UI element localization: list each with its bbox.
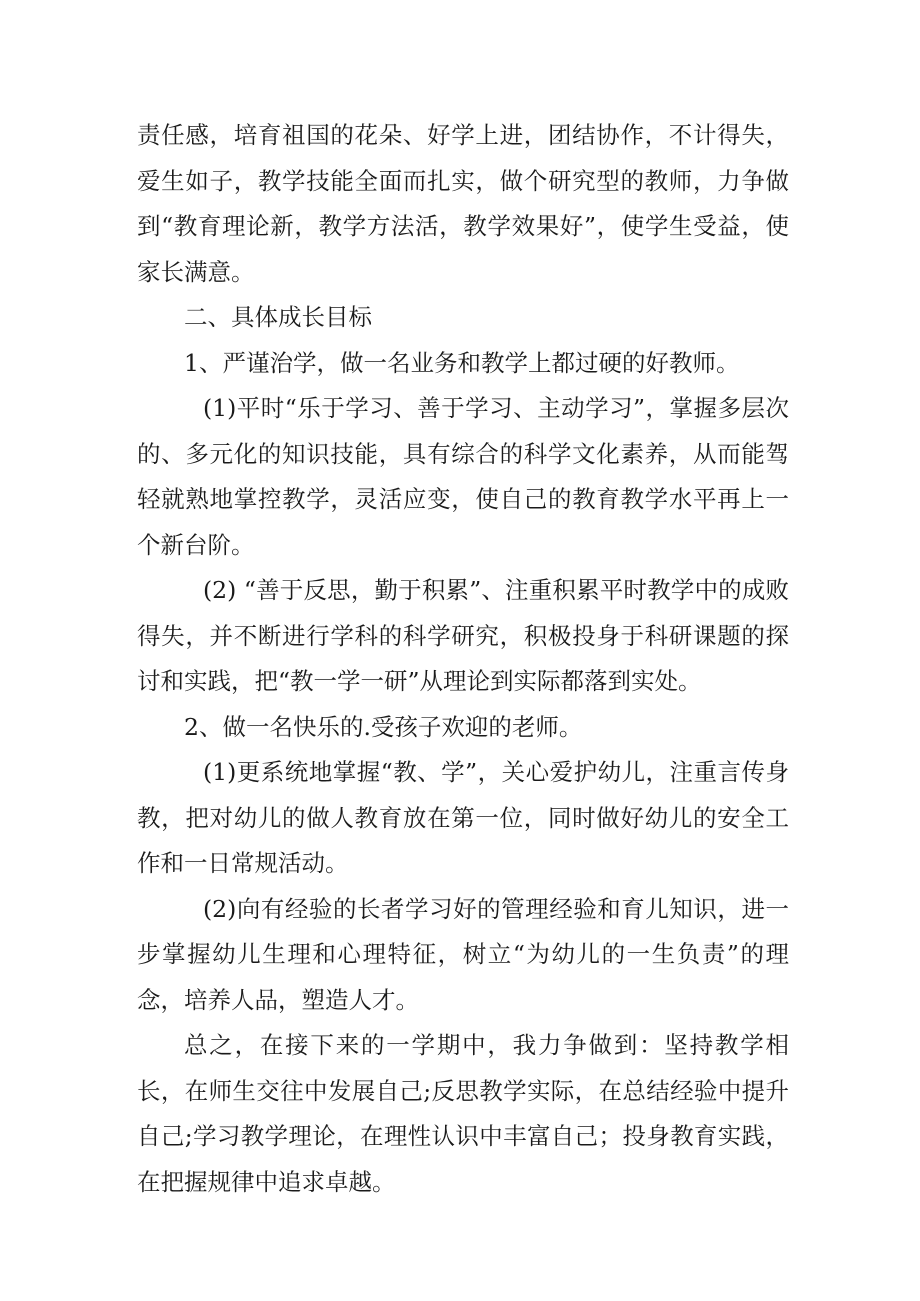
goal-1-item-1: (1)平时“乐于学习、善于学习、主动学习”，掌握多层次的、多元化的知识技能，具有综合的科学文化素养，从而能驾轻就熟地掌控教学，灵活应变，使自己的教育教学水平再上一个新台阶。 — [137, 394, 789, 559]
goal-1-item-2: (2) “善于反思，勤于积累”、注重积累平时教学中的成败得失，并不断进行学科的科学研究，积极投身于科研课题的探讨和实践，把“教一学一研”从理论到实际都落到实处。 — [137, 576, 789, 695]
section-heading: 二、具体成长目标 — [184, 303, 372, 331]
goal-2-item-1: (1)更系统地掌握“教、学”，关心爱护幼儿，注重言传身教，把对幼儿的做人教育放在第一位，同时做好幼儿的安全工作和一日常规活动。 — [137, 758, 789, 877]
document-body — [137, 113, 789, 1205]
goal-2-heading: 2、做一名快乐的.受孩子欢迎的老师。 — [184, 712, 583, 741]
goal-1-heading: 1、严谨治学，做一名业务和教学上都过硬的好教师。 — [184, 348, 740, 377]
goal-2-item-2: (2)向有经验的长者学习好的管理经验和育儿知识，进一步掌握幼儿生理和心理特征，树立“为幼儿的一生负责”的理念，培养人品，塑造人才。 — [137, 894, 789, 1014]
paragraph-continuation: 责任感，培育祖国的花朵、好学上进，团结协作，不计得失，爱生如子，教学技能全面而扎实，做个研究型的教师，力争做到“教育理论新，教学方法活，教学效果好”，使学生受益，使家长满意。 — [137, 121, 789, 286]
summary-paragraph: 总之，在接下来的一学期中，我力争做到：坚持教学相长，在师生交往中发展自己;反思教学实际，在总结经验中提升自己;学习教学理论，在理性认识中丰富自己；投身教育实践，在把握规律中追求卓越。 — [137, 1031, 789, 1196]
